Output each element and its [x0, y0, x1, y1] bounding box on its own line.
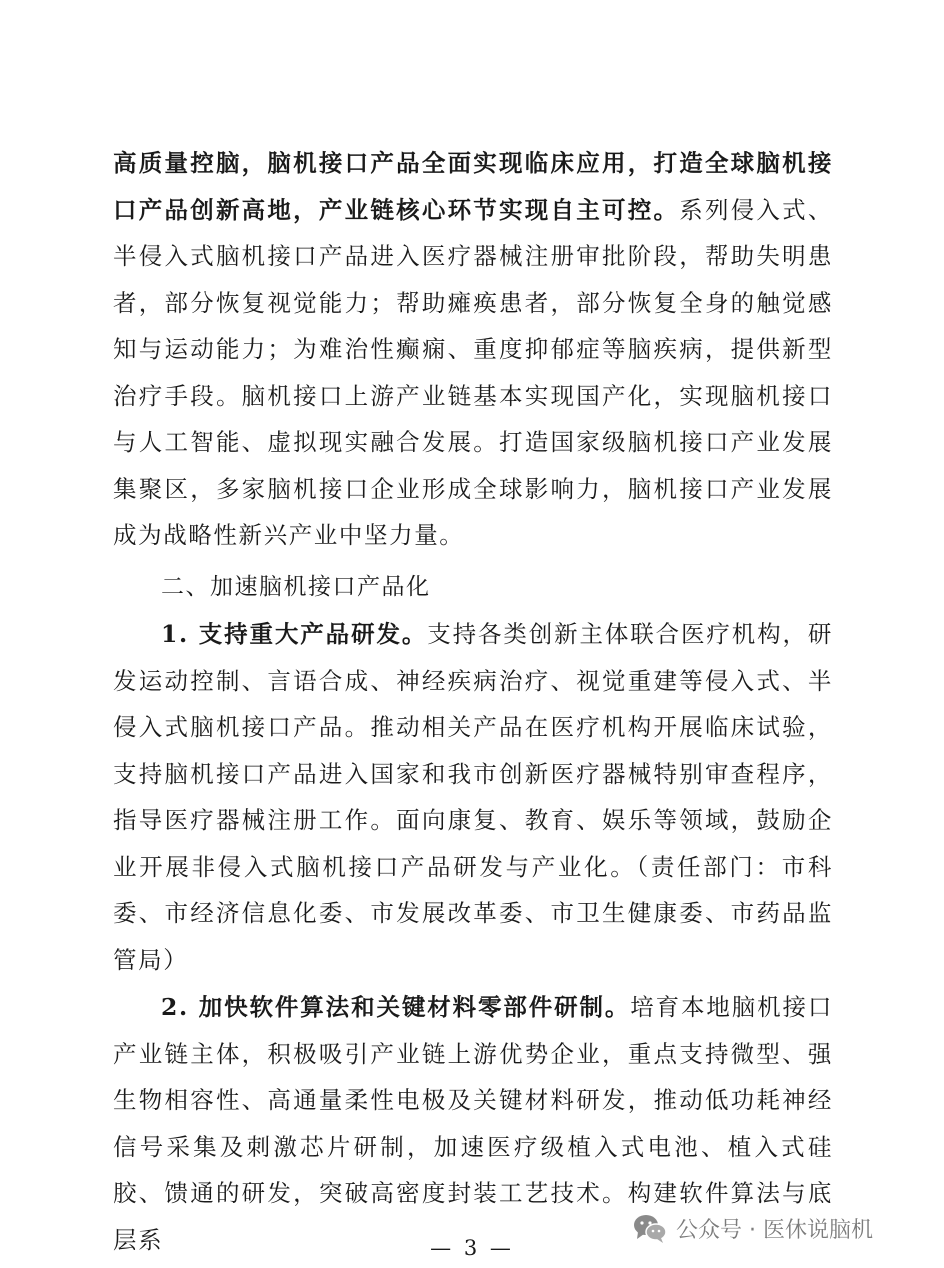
item-bold-lead: 2. 加快软件算法和关键材料零部件研制。 [161, 993, 631, 1021]
paragraph-text: 系列侵入式、半侵入式脑机接口产品进入医疗器械注册审批阶段，帮助失明患者，部分恢复视觉能力；帮助瘫痪患者，部分恢复全身的触觉感知与运动能力；为难治性癫痫、重度抑郁症等脑疾病，提供新型治疗手段。脑机接口上游产业链基本实现国产化，实现脑机接口与人工智能、虚拟现实融合发展。打造国家级脑机接口产业发展集聚区，多家脑机接口企业形成全球影响力，脑机接口产业发展成为战略性新兴产业中坚力量。 [113, 195, 834, 549]
section-heading: 二、加速脑机接口产品化 [161, 574, 431, 600]
item-product-development [113, 611, 833, 983]
watermark-text: 公众号 · 医休说脑机 [676, 1217, 873, 1243]
item-text: 支持各类创新主体联合医疗机构，研发运动控制、言语合成、神经疾病治疗、视觉重建等侵入式、半侵入式脑机接口产品。推动相关产品在医疗机构开展临床试验，支持脑机接口产品进入国家和我市创新医疗器械特别审查程序，指导医疗器械注册工作。面向康复、教育、娱乐等领域，鼓励企业开展非侵入式脑机接口产品研发与产业化。（责任部门：市科委、市经济信息化委、市发展改革委、市卫生健康委、市药品监管局） [113, 620, 833, 974]
item-text: 培育本地脑机接口产业链主体，积极吸引产业链上游优势企业，重点支持微型、强生物相容性、高通量柔性电极及关键材料研发，推动低功耗神经信号采集及刺激芯片研制，加速医疗级植入式电池、植入式硅胶、馈通的研发，突破高密度封装工艺技术。构建软件算法与底层系 [113, 993, 833, 1254]
page-number: — 3 — [430, 1236, 514, 1260]
paragraph-goals [113, 140, 833, 559]
item-bold-lead: 1. 支持重大产品研发。 [161, 620, 428, 648]
paragraph-bold-lead: 高质量控脑，脑机接口产品全面实现临床应用，打造全球脑机接口产品创新高地，产业链核心环节实现自主可控。 [113, 149, 833, 224]
